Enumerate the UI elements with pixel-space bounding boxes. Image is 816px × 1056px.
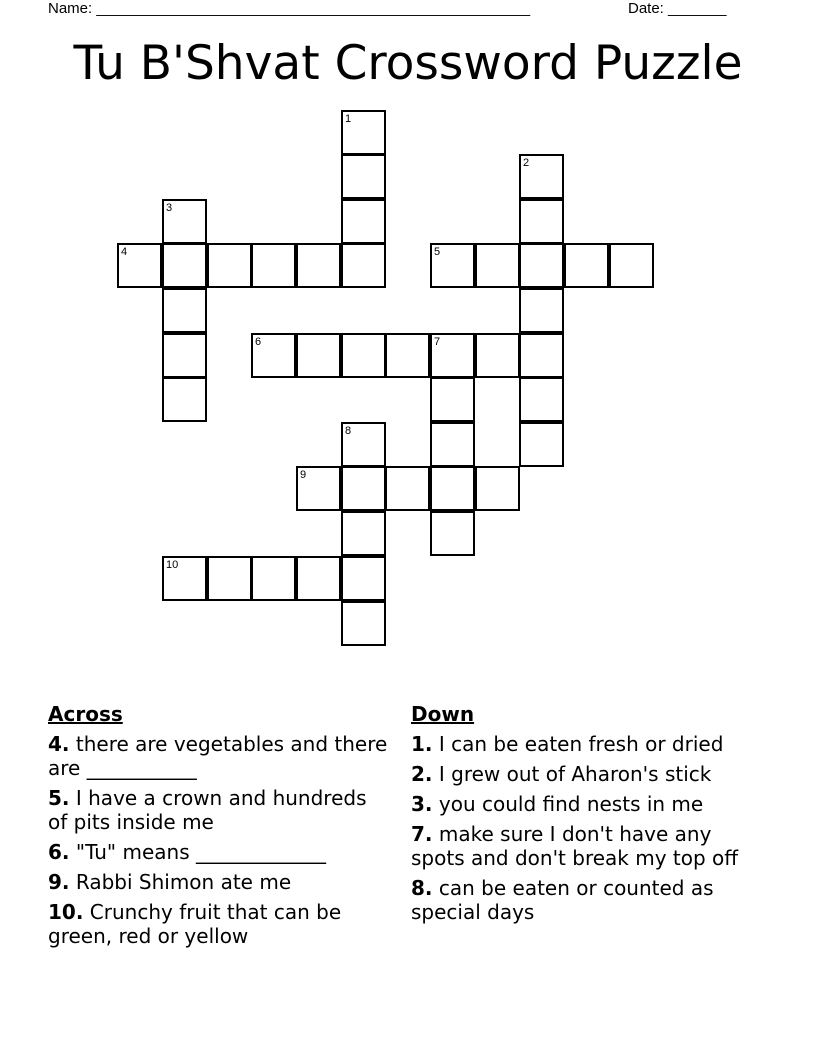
grid-cell[interactable] [430, 377, 475, 422]
clue-item [48, 840, 388, 864]
clue-item [48, 870, 388, 894]
clue-number: 4 [121, 246, 128, 258]
grid-cell[interactable] [251, 243, 296, 288]
clue-text: you could find nests in me [438, 792, 704, 816]
grid-cell[interactable] [162, 556, 207, 601]
grid-cell[interactable] [251, 556, 296, 601]
clue-item [411, 762, 771, 786]
clue-item [411, 876, 771, 924]
clue-text: I grew out of Aharon's stick [438, 762, 712, 786]
grid-cell[interactable] [385, 333, 430, 378]
grid-cell[interactable] [341, 601, 386, 646]
header-line [48, 0, 748, 18]
grid-cell[interactable] [251, 333, 296, 378]
clue-item [411, 822, 771, 870]
clue-number: 4. [48, 732, 70, 756]
grid-cell[interactable] [117, 243, 162, 288]
clue-number: 2 [523, 157, 530, 169]
clue-number: 10 [166, 559, 179, 571]
grid-cell[interactable] [296, 556, 341, 601]
grid-cell[interactable] [341, 556, 386, 601]
grid-cell[interactable] [430, 511, 475, 556]
grid-cell[interactable] [162, 243, 207, 288]
grid-cell[interactable] [341, 154, 386, 199]
clue-text: Crunchy fruit that can be green, red or yellow [48, 900, 342, 948]
grid-cell[interactable] [296, 243, 341, 288]
grid-cell[interactable] [430, 243, 475, 288]
clue-item [48, 732, 388, 780]
clue-text: I can be eaten fresh or dried [438, 732, 724, 756]
grid-cell[interactable] [519, 199, 564, 244]
grid-cell[interactable] [519, 243, 564, 288]
clue-number: 5 [434, 246, 441, 258]
grid-cell[interactable] [430, 333, 475, 378]
clue-number: 7. [411, 822, 433, 846]
grid-cell[interactable] [430, 422, 475, 467]
grid-cell[interactable] [564, 243, 609, 288]
grid-cell[interactable] [341, 466, 386, 511]
clue-text: Rabbi Shimon ate me [75, 870, 292, 894]
grid-cell[interactable] [475, 466, 520, 511]
down-heading: Down [411, 702, 475, 726]
clue-text: I have a crown and hundreds of pits inside me [48, 786, 367, 834]
grid-cell[interactable] [609, 243, 654, 288]
grid-cell[interactable] [162, 199, 207, 244]
across-clues [48, 702, 388, 954]
grid-cell[interactable] [341, 422, 386, 467]
clue-text: there are vegetables and there are ___________ [48, 732, 388, 780]
grid-cell[interactable] [296, 466, 341, 511]
clue-number: 3. [411, 792, 433, 816]
grid-cell[interactable] [519, 288, 564, 333]
grid-cell[interactable] [385, 466, 430, 511]
clue-number: 9 [300, 469, 307, 481]
grid-cell[interactable] [519, 377, 564, 422]
grid-cell[interactable] [519, 333, 564, 378]
grid-cell[interactable] [296, 333, 341, 378]
clue-number: 8. [411, 876, 433, 900]
grid-cell[interactable] [475, 333, 520, 378]
date-field-label[interactable]: Date: _______ [628, 0, 727, 17]
clue-item [48, 900, 388, 948]
clue-item [411, 792, 771, 816]
grid-cell[interactable] [162, 333, 207, 378]
across-heading: Across [48, 702, 123, 726]
grid-cell[interactable] [341, 110, 386, 155]
page-title: Tu B'Shvat Crossword Puzzle [73, 36, 743, 91]
grid-cell[interactable] [162, 377, 207, 422]
grid-cell[interactable] [341, 243, 386, 288]
clue-number: 6 [255, 336, 262, 348]
grid-cell[interactable] [207, 556, 252, 601]
down-clues [411, 702, 771, 930]
clue-number: 10. [48, 900, 84, 924]
clue-text: "Tu" means _____________ [75, 840, 326, 864]
name-field-label[interactable]: Name: ____________________________________________________ [48, 0, 531, 17]
clue-number: 7 [434, 336, 441, 348]
clue-number: 9. [48, 870, 70, 894]
grid-cell[interactable] [162, 288, 207, 333]
clue-number: 1. [411, 732, 433, 756]
grid-cell[interactable] [519, 154, 564, 199]
grid-cell[interactable] [430, 466, 475, 511]
grid-cell[interactable] [341, 511, 386, 556]
clue-number: 8 [345, 425, 352, 437]
clue-number: 2. [411, 762, 433, 786]
clue-item [48, 786, 388, 834]
clue-text: can be eaten or counted as special days [411, 876, 714, 924]
grid-cell[interactable] [341, 199, 386, 244]
clue-number: 3 [166, 202, 173, 214]
clue-text: make sure I don't have any spots and don't break my top off [411, 822, 739, 870]
clue-number: 6. [48, 840, 70, 864]
grid-cell[interactable] [207, 243, 252, 288]
clue-number: 1 [345, 113, 352, 125]
grid-cell[interactable] [341, 333, 386, 378]
clue-number: 5. [48, 786, 70, 810]
clue-item [411, 732, 771, 756]
grid-cell[interactable] [475, 243, 520, 288]
grid-cell[interactable] [519, 422, 564, 467]
